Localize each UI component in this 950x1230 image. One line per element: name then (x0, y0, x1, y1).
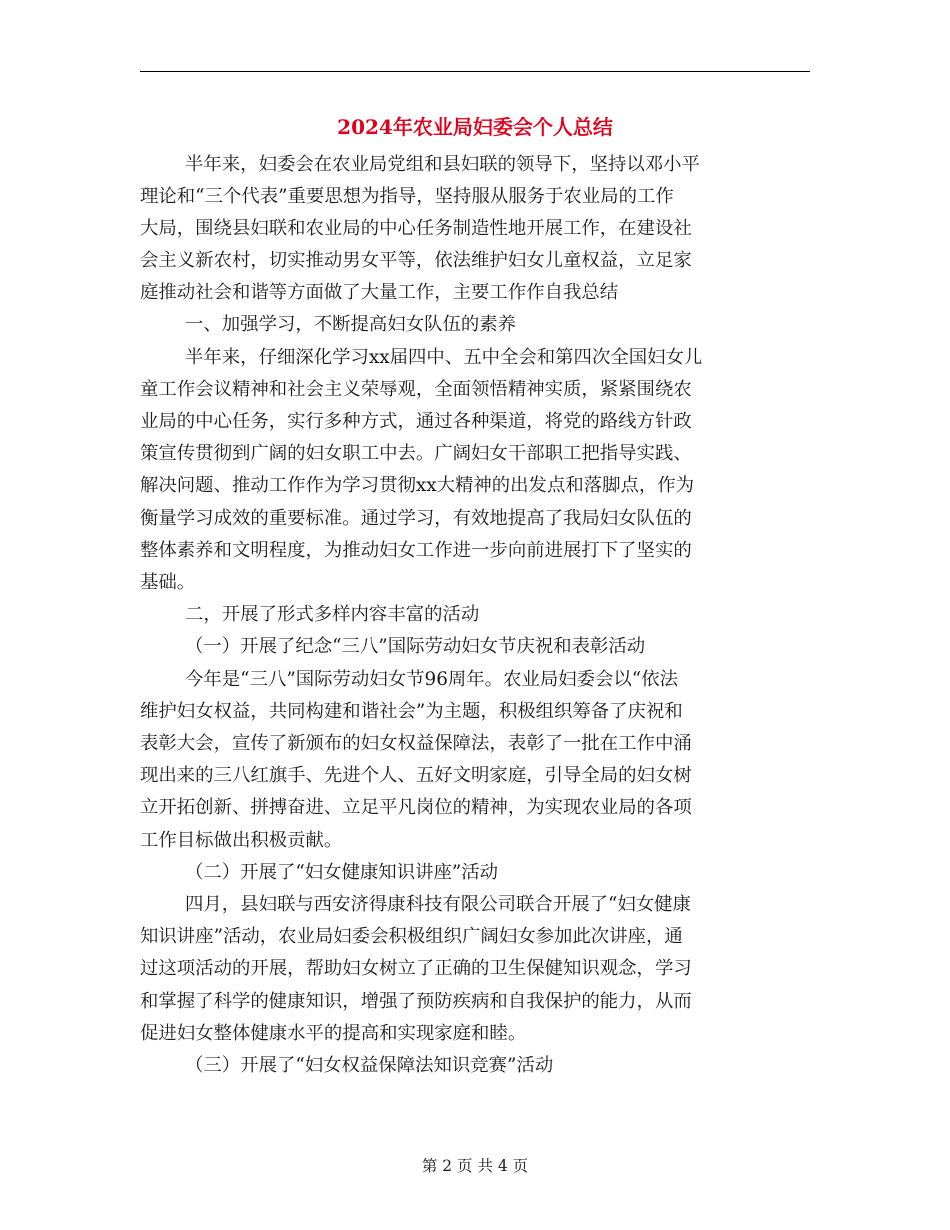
page-footer: 第 2 页 共 4 页 (421, 1157, 529, 1175)
paragraph-line: 过这项活动的开展，帮助妇女树立了正确的卫生保健知识观念，学习 (140, 958, 692, 979)
paragraph-line: 立开拓创新、拼搏奋进、立足平凡岗位的精神，为实现农业局的各项 (140, 797, 692, 818)
subsection-heading: （二）开展了“妇女健康知识讲座”活动 (185, 862, 499, 883)
paragraph-line: 策宣传贯彻到广阔的妇女职工中去。广阔妇女干部职工把指导实践、 (140, 443, 692, 464)
paragraph-line: 业局的中心任务，实行多种方式，通过各种渠道，将党的路线方针政 (140, 411, 692, 432)
subsection-heading: （一）开展了纪念“三八”国际劳动妇女节庆祝和表彰活动 (185, 636, 646, 657)
paragraph-line: 工作目标做出积极贡献。 (140, 830, 343, 851)
subsection-heading: （三）开展了“妇女权益保障法知识竞赛”活动 (185, 1055, 554, 1076)
document-title: 2024年农业局妇委会个人总结 (337, 115, 613, 139)
paragraph-line: 维护妇女权益，共同构建和谐社会”为主题，积极组织筹备了庆祝和 (140, 701, 683, 722)
paragraph-line: 解决问题、推动工作作为学习贯彻xx大精神的出发点和落脚点，作为 (140, 475, 695, 496)
paragraph-line: 现出来的三八红旗手、先进个人、五好文明家庭，引导全局的妇女树 (140, 765, 692, 786)
paragraph-line: 促进妇女整体健康水平的提高和实现家庭和睦。 (140, 1023, 527, 1044)
paragraph-line: 整体素养和文明程度，为推动妇女工作进一步向前进展打下了坚实的 (140, 540, 692, 561)
section-heading: 一、加强学习，不断提高妇女队伍的素养 (185, 314, 517, 335)
header-rule (140, 71, 810, 72)
paragraph-line: 衡量学习成效的重要标准。通过学习，有效地提高了我局妇女队伍的 (140, 508, 692, 529)
paragraph-line: 庭推动社会和谐等方面做了大量工作，主要工作作自我总结 (140, 282, 619, 303)
paragraph-line: 和掌握了科学的健康知识，增强了预防疾病和自我保护的能力，从而 (140, 991, 692, 1012)
paragraph-line: 大局，围绕县妇联和农业局的中心任务制造性地开展工作，在建设社 (140, 218, 692, 239)
paragraph-line: 童工作会议精神和社会主义荣辱观，全面领悟精神实质，紧紧围绕农 (140, 379, 692, 400)
section-heading: 二，开展了形式多样内容丰富的活动 (185, 604, 480, 625)
paragraph-line: 会主义新农村，切实推动男女平等，依法维护妇女儿童权益，立足家 (140, 250, 692, 271)
paragraph-line: 表彰大会，宣传了新颁布的妇女权益保障法，表彰了一批在工作中涌 (140, 733, 692, 754)
paragraph-line: 知识讲座”活动，农业局妇委会积极组织广阔妇女参加此次讲座，通 (140, 926, 683, 947)
paragraph-line: 四月，县妇联与西安济得康科技有限公司联合开展了“妇女健康 (185, 894, 691, 915)
paragraph-line: 半年来，仔细深化学习xx届四中、五中全会和第四次全国妇女儿 (185, 347, 703, 368)
paragraph-line: 半年来，妇委会在农业局党组和县妇联的领导下，坚持以邓小平 (185, 154, 700, 175)
paragraph-line: 理论和“三个代表”重要思想为指导，坚持服从服务于农业局的工作 (140, 186, 674, 207)
paragraph-line: 今年是“三八”国际劳动妇女节96周年。农业局妇委会以“依法 (185, 669, 678, 690)
paragraph-line: 基础。 (140, 572, 196, 593)
